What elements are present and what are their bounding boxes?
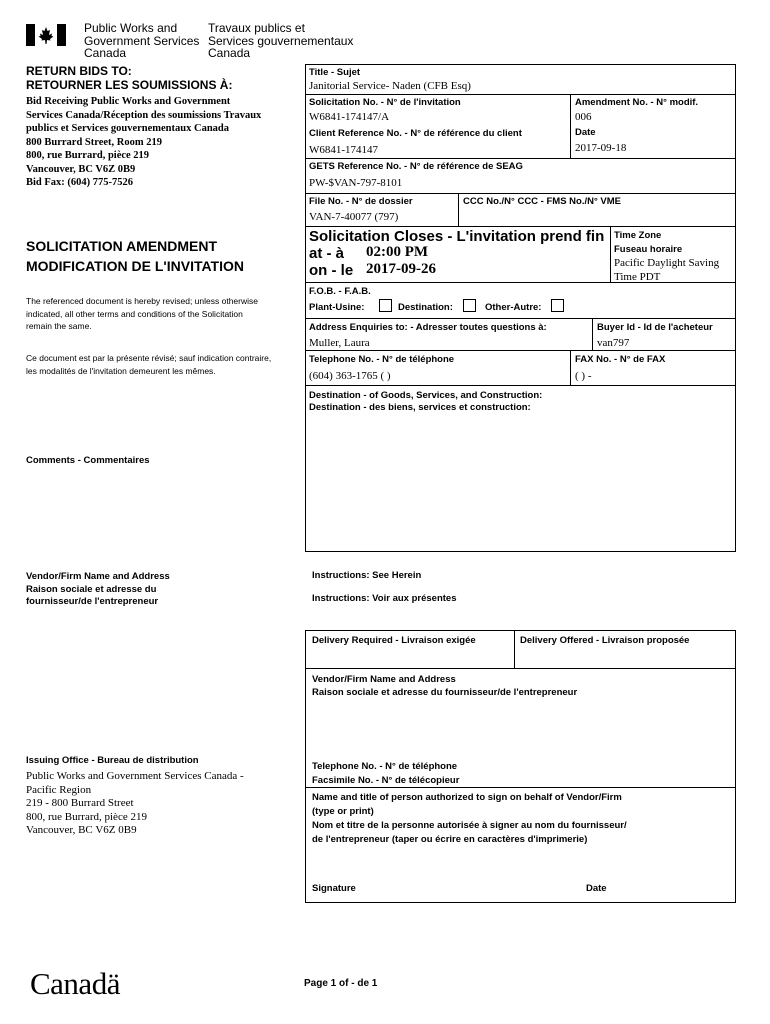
vendor-label-fr: Raison sociale et adresse du <box>26 583 157 595</box>
telephone-value: (604) 363-1765 ( ) <box>309 370 391 382</box>
dept-name-fr-1: Travaux publics et <box>208 21 305 35</box>
instructions-fr: Instructions: Voir aux présentes <box>312 593 457 604</box>
page-number: Page 1 of - de 1 <box>304 978 378 989</box>
return-bid-fax: Bid Fax: (604) 775-7526 <box>26 177 134 188</box>
return-address-line: Vancouver, BC V6Z 0B9 <box>26 163 136 175</box>
amendment-no-label: Amendment No. - N° modif. <box>575 97 699 108</box>
gets-ref-label: GETS Reference No. - N° de référence de SEAG <box>309 161 523 172</box>
signature-date-label: Date <box>586 883 607 894</box>
authorized-name-label: Name and title of person authorized to sign on behalf of Vendor/Firm <box>312 792 622 803</box>
closing-date-label: on - le <box>309 262 354 279</box>
vendor-telephone-label: Telephone No. - N° de téléphone <box>312 761 458 772</box>
signature-label: Signature <box>312 883 356 894</box>
vendor-label-fr: fournisseur/de l'entrepreneur <box>26 596 159 607</box>
amendment-text-fr: les modalités de l'invitation demeurent les mêmes. <box>26 365 216 376</box>
time-zone-label-fr: Fuseau horaire <box>614 244 683 255</box>
vendor-name-label-fr: Raison sociale et adresse du fournisseur/de l'entrepreneur <box>312 687 578 698</box>
issuing-office-line: Public Works and Government Services Canada - <box>26 770 244 782</box>
solicitation-no-label: Solicitation No. - N° de l'invitation <box>309 97 461 108</box>
fax-label: FAX No. - N° de FAX <box>575 354 666 365</box>
issuing-office-line: 800, rue Burrard, pièce 219 <box>26 810 147 823</box>
ccc-no-label: CCC No./N° CCC - FMS No./N° VME <box>463 196 622 207</box>
date-value: 2017-09-18 <box>575 142 627 154</box>
time-zone-value: Pacific Daylight Saving <box>614 257 720 269</box>
fob-other-label: Other-Autre: <box>485 302 542 313</box>
return-address-line: 800 Burrard Street, Room 219 <box>26 136 162 148</box>
issuing-office-line: Pacific Region <box>26 783 92 796</box>
issuing-office-label: Issuing Office - Bureau de distribution <box>26 755 199 766</box>
delivery-required-label: Delivery Required - Livraison exigée <box>312 635 476 646</box>
buyer-id-value: van797 <box>597 337 630 349</box>
return-address-line: Services Canada/Réception des soumissions Travaux <box>26 109 262 121</box>
fob-destination-checkbox[interactable] <box>463 299 476 312</box>
authorized-name-label-fr: Nom et titre de la personne autorisée à signer au nom du fournisseur/ <box>312 820 627 831</box>
destination-goods-label-en: Destination - of Goods, Services, and Construction: <box>309 390 543 401</box>
vendor-label-en: Vendor/Firm Name and Address <box>26 571 170 582</box>
comments-label: Comments - Commentaires <box>26 455 150 466</box>
vendor-facsimile-label: Facsimile No. - N° de télécopieur <box>312 775 460 786</box>
amendment-title-en: SOLICITATION AMENDMENT <box>26 238 218 254</box>
closing-date-value: 2017-09-26 <box>366 261 436 277</box>
vendor-name-label-en: Vendor/Firm Name and Address <box>312 674 456 685</box>
return-address-line: Bid Receiving Public Works and Government <box>26 96 231 107</box>
amendment-text-fr: Ce document est par la présente révisé; sauf indication contraire, <box>26 353 272 363</box>
dept-name-fr-3: Canada <box>208 46 251 60</box>
address-enquiries-label: Address Enquiries to: - Adresser toutes questions à: <box>309 322 547 333</box>
amendment-no-value: 006 <box>575 111 592 123</box>
title-label: Title - Sujet <box>309 67 361 78</box>
dept-name-fr-2: Services gouvernementaux <box>208 33 354 48</box>
return-bids-title-en: RETURN BIDS TO: <box>26 64 132 78</box>
amendment-text-en: indicated, all other terms and conditions of the Solicitation <box>26 308 243 319</box>
dept-name-en-2: Government Services <box>84 33 200 48</box>
authorized-name-label-fr: de l'entrepreneur (taper ou écrire en caractères d'imprimerie) <box>312 834 588 845</box>
client-ref-label: Client Reference No. - N° de référence du client <box>309 128 522 139</box>
canada-wordmark: Canadä <box>30 966 120 1001</box>
amendment-text-en: The referenced document is hereby revised; unless otherwise <box>26 296 258 306</box>
solicitation-no-value: W6841-174147/A <box>309 111 390 123</box>
telephone-label: Telephone No. - N° de téléphone <box>309 354 455 365</box>
issuing-office-line: 219 - 800 Burrard Street <box>26 797 134 809</box>
fax-value: ( ) - <box>575 370 592 382</box>
fob-other-checkbox[interactable] <box>551 299 564 312</box>
time-zone-label: Time Zone <box>614 230 662 241</box>
return-address-line: publics et Services gouvernementaux Canada <box>26 123 229 134</box>
delivery-offered-label: Delivery Offered - Livraison proposée <box>520 635 690 646</box>
return-address-line: 800, rue Burrard, pièce 219 <box>26 150 150 161</box>
solicitation-closes-label: Solicitation Closes - L'invitation prend fin <box>309 228 605 245</box>
title-value: Janitorial Service- Naden (CFB Esq) <box>309 80 471 92</box>
fob-plant-checkbox[interactable] <box>379 299 392 312</box>
canada-flag-icon <box>26 24 66 46</box>
gets-ref-value: PW-$VAN-797-8101 <box>309 177 403 189</box>
buyer-id-label: Buyer Id - Id de l'acheteur <box>597 322 713 333</box>
instructions-en: Instructions: See Herein <box>312 570 422 581</box>
fob-label: F.O.B. - F.A.B. <box>309 286 371 297</box>
dept-name-en-1: Public Works and <box>84 21 178 35</box>
amendment-text-en: remain the same. <box>26 321 92 331</box>
client-ref-value: W6841-174147 <box>309 144 379 156</box>
return-bids-title-fr: RETOURNER LES SOUMISSIONS À: <box>26 78 233 92</box>
authorized-name-label: (type or print) <box>312 806 374 817</box>
time-zone-value: Time PDT <box>614 270 661 283</box>
address-enquiries-value: Muller, Laura <box>309 337 370 349</box>
amendment-title-fr: MODIFICATION DE L'INVITATION <box>26 258 244 274</box>
closing-time-value: 02:00 PM <box>366 244 429 260</box>
closing-time-label: at - à <box>309 245 345 262</box>
file-no-value: VAN-7-40077 (797) <box>309 211 399 223</box>
issuing-office-line: Vancouver, BC V6Z 0B9 <box>26 824 137 836</box>
file-no-label: File No. - N° de dossier <box>309 196 413 207</box>
fob-plant-label: Plant-Usine: <box>309 302 365 313</box>
date-label: Date <box>575 127 596 138</box>
fob-destination-label: Destination: <box>398 302 453 313</box>
dept-name-en-3: Canada <box>84 46 127 60</box>
destination-goods-label-fr: Destination - des biens, services et construction: <box>309 401 531 413</box>
